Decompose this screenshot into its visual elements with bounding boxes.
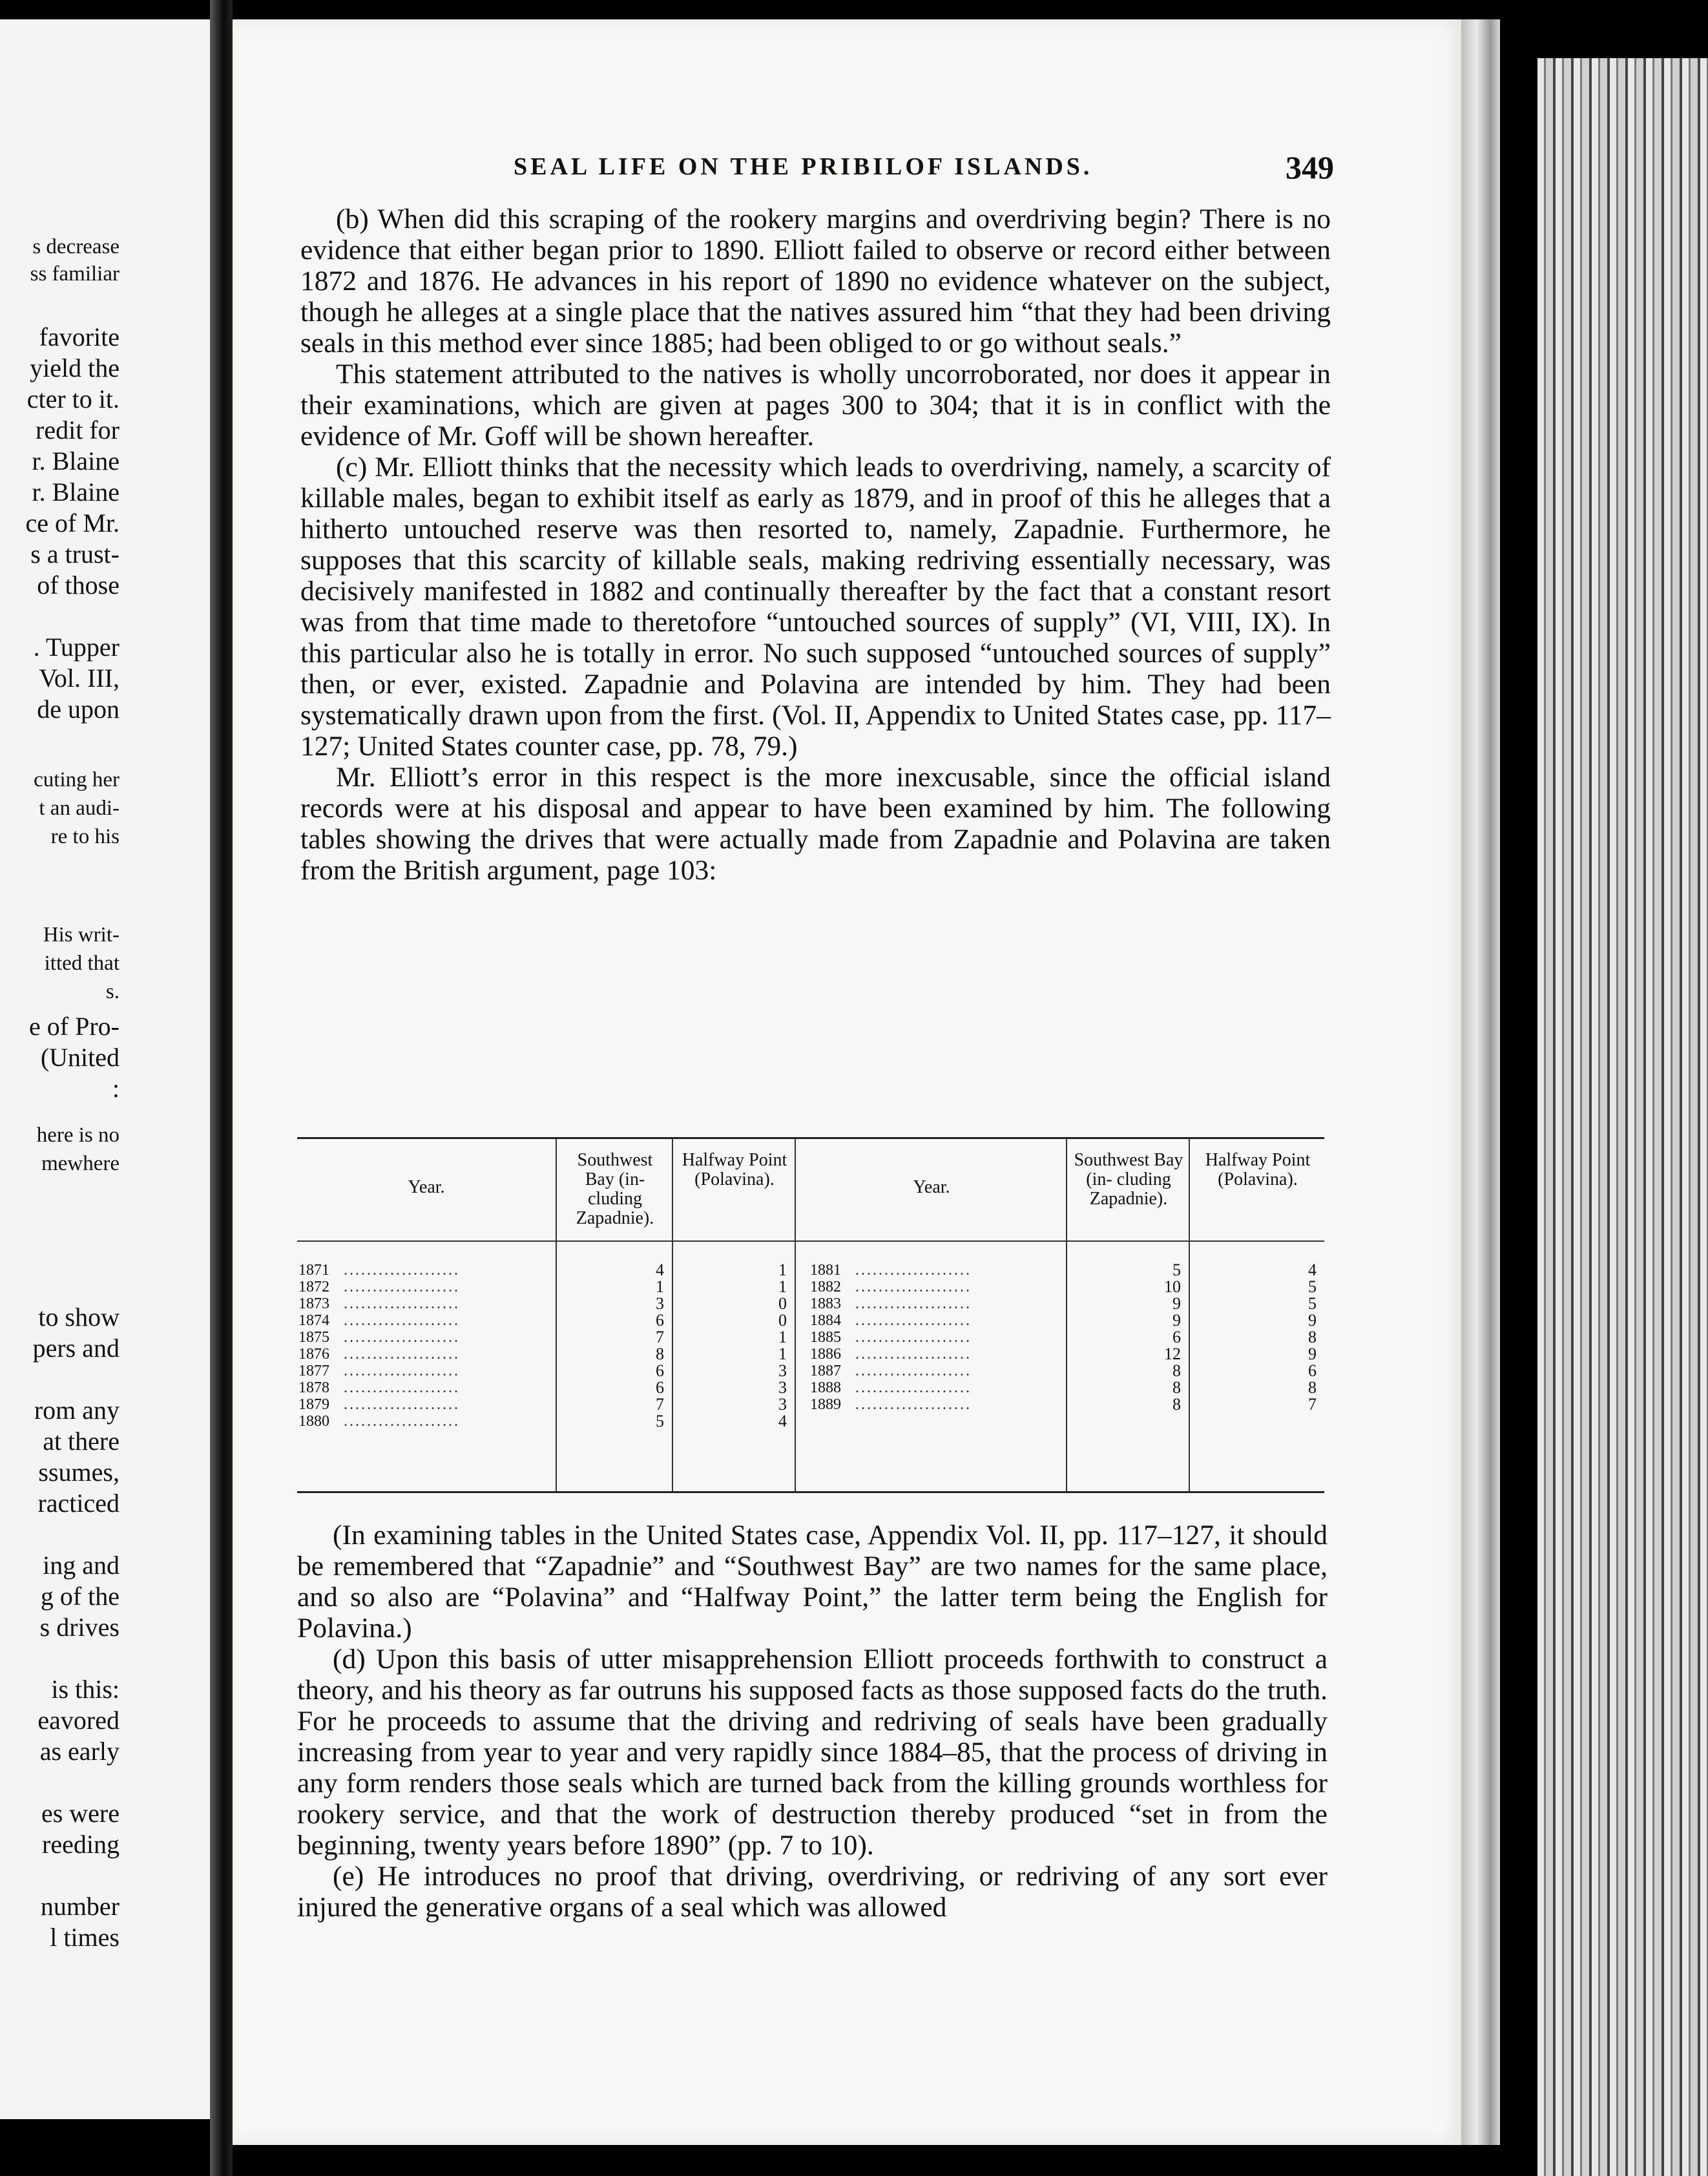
year-header: Year. [408,1177,445,1197]
paragraph-natives-statement: This statement attributed to the natives is wholly uncorroborated, nor does it appear in their examinations, which are given at pages 300 to 304; that it is in conflict with the evidence of Mr. Goff will be shown hereafter. [300,359,1331,452]
paragraph-e: (e) He introduces no proof that driving, overdriving, or redriving of any sort ever injured the generative organs of a seal which was allowed [297,1861,1328,1923]
table-row [809,1295,1067,1312]
left-page-text-fragment: e of Pro- [29,1012,120,1041]
halfway-cell: 4 [778,1412,787,1430]
southwest-rows-left [557,1262,673,1430]
year-cell: 1884 [810,1312,841,1329]
southwest-column-left [556,1139,673,1491]
left-page-text-fragment: redit for [36,415,120,445]
halfway-cell: 9 [1308,1344,1317,1363]
leader-dots: .................... [344,1346,460,1363]
leader-dots: .................... [855,1396,972,1413]
leader-dots: .................... [344,1295,460,1312]
table-header-rule [297,1240,1324,1242]
left-page-text-fragment: . Tupper [33,633,120,662]
year-column-left [297,1139,556,1491]
leader-dots: .................... [855,1379,972,1396]
leader-dots: .................... [855,1312,972,1329]
left-page-text-fragment: pers and [32,1334,120,1363]
leader-dots: .................... [855,1279,972,1295]
year-cell: 1878 [298,1379,329,1396]
table-row [809,1379,1067,1396]
leader-dots: .................... [344,1379,460,1396]
left-page-text-fragment: s. [105,980,120,1003]
leader-dots: .................... [344,1329,460,1346]
halfway-cell: 1 [778,1261,787,1279]
left-page-text-fragment: (United [40,1043,120,1072]
left-page-text-fragment: r. Blaine [32,446,120,476]
halfway-header: Halfway Point (Polavina). [682,1150,787,1189]
year-cell: 1888 [810,1379,841,1396]
southwest-column-right [1066,1139,1190,1491]
left-page-text-fragment: ssumes, [38,1458,120,1487]
year-cell: 1883 [810,1295,841,1312]
left-page-text-fragment: eavored [37,1706,120,1735]
left-page-text-fragment: cuting her [34,768,120,791]
year-cell: 1880 [298,1413,329,1430]
leader-dots: .................... [855,1329,972,1346]
table-row [809,1279,1067,1295]
halfway-cell: 1 [778,1277,787,1296]
halfway-cell: 1 [778,1344,787,1363]
running-title: SEAL LIFE ON THE PRIBILOF ISLANDS. [514,153,1093,180]
table-row [297,1346,556,1363]
southwest-cell: 4 [656,1261,664,1279]
left-page-text-fragment: g of the [40,1582,120,1611]
table-row [809,1396,1067,1413]
southwest-cell: 12 [1164,1344,1181,1363]
table-row [297,1329,556,1346]
year-cell: 1887 [810,1363,841,1379]
southwest-cell: 9 [1172,1294,1181,1313]
left-page-text-fragment: reeding [42,1830,120,1859]
left-page-text-fragment: s drives [39,1613,120,1642]
year-cell: 1872 [298,1279,329,1295]
leader-dots: .................... [855,1346,972,1363]
left-page-text-fragment: at there [43,1427,120,1456]
halfway-cell: 0 [778,1294,787,1313]
left-page-text-fragment: cter to it. [26,384,120,413]
southwest-cell: 6 [656,1361,664,1380]
book-gutter [210,0,233,2176]
left-page-text-fragment: ss familiar [30,262,120,286]
year-cell: 1881 [810,1262,841,1279]
year-column-right [795,1139,1067,1491]
left-page-text-fragment: rom any [34,1396,120,1425]
year-cell: 1875 [298,1329,329,1346]
left-page-text-fragment: de upon [37,695,120,724]
left-page-text-fragment: here is no [36,1124,120,1147]
southwest-header: Southwest Bay (in- cluding Zapadnie). [576,1150,654,1228]
left-page-text-fragment: as early [39,1737,120,1766]
southwest-cell: 8 [1172,1361,1181,1380]
year-cell: 1873 [298,1295,329,1312]
body-text-bottom [297,1520,1328,1923]
left-page-text-fragment: racticed [37,1489,120,1518]
southwest-cell: 8 [656,1344,664,1363]
halfway-cell: 3 [778,1378,787,1397]
year-cell: 1879 [298,1396,329,1413]
left-page-text-fragment: yield the [30,353,120,382]
table-row [297,1279,556,1295]
halfway-cell: 8 [1308,1328,1317,1346]
left-page-text-fragment: favorite [39,322,120,351]
left-page-text-fragment: re to his [50,825,120,848]
table-row [809,1363,1067,1379]
table-row [297,1295,556,1312]
page-header [514,149,1334,191]
southwest-cell: 8 [1172,1395,1181,1414]
left-page-text-fragment: ce of Mr. [25,508,120,538]
halfway-header: Halfway Point (Polavina). [1205,1150,1311,1189]
halfway-cell: 6 [1308,1361,1317,1380]
year-header: Year. [913,1177,950,1197]
halfway-column-left [672,1139,796,1491]
table-row [809,1312,1067,1329]
page-edge-shadow [1461,19,1500,2145]
halfway-cell: 9 [1308,1311,1317,1330]
left-page-text-fragment: s decrease [32,235,120,258]
table-row [297,1363,556,1379]
paragraph-examining-note: (In examining tables in the United States case, Appendix Vol. II, pp. 117–127, it should be remembered that “Zapadnie” and “Southwest Bay” are two names for the same place, and so also are “Polavina” and “Halfway Point,” the latter term being the English for Polavina.) [297,1520,1328,1644]
year-cell: 1882 [810,1279,841,1295]
table-row [297,1413,556,1430]
halfway-column-right [1189,1139,1326,1491]
southwest-rows-right [1067,1262,1190,1413]
table-row [297,1262,556,1279]
year-cell: 1886 [810,1346,841,1363]
leader-dots: .................... [855,1363,972,1379]
drives-table [297,1137,1324,1493]
southwest-cell: 7 [656,1328,664,1346]
table-row [297,1312,556,1329]
leader-dots: .................... [344,1413,460,1430]
halfway-cell: 4 [1308,1261,1317,1279]
left-page-text-fragment: mewhere [41,1152,120,1175]
southwest-cell: 7 [656,1395,664,1414]
left-page-text-fragment: Vol. III, [39,664,120,693]
table-row [809,1346,1067,1363]
left-page-text-fragment: l times [50,1923,120,1952]
halfway-cell: 5 [1308,1294,1317,1313]
year-cell: 1877 [298,1363,329,1379]
leader-dots: .................... [344,1363,460,1379]
leader-dots: .................... [855,1295,972,1312]
halfway-cell: 8 [1308,1378,1317,1397]
halfway-rows-right [1190,1262,1326,1413]
halfway-cell: 3 [778,1395,787,1414]
table-row [297,1379,556,1396]
left-facing-page [0,19,210,2119]
left-page-text-fragment: His writ- [43,923,120,947]
halfway-rows-left [673,1262,796,1430]
halfway-cell: 0 [778,1311,787,1330]
southwest-cell: 9 [1172,1311,1181,1330]
paragraph-elliott-error: Mr. Elliott’s error in this respect is the more inexcusable, since the official island records were at his disposal and appear to have been examined by him. The following tables showing the drives that were actually made from Zapadnie and Polavina are taken from the British argument, page 103: [300,762,1331,886]
paragraph-c: (c) Mr. Elliott thinks that the necessity which leads to overdriving, namely, a scarcity of killable males, began to exhibit itself as early as 1879, and in proof of this he alleges that a hitherto untouched reserve was then resorted to, namely, Zapadnie. Furthermore, he supposes that this scarcity of killable seals, making redriving essentially necessary, was decisively manifested in 1882 and continually thereafter by the fact that a constant resort was from that time made to theretofore “untouched sources of supply” (VI, VIII, IX). In this particular also he is totally in error. No such supposed “untouched sources of supply” then, or ever, existed. Zapadnie and Polavina are intended by him. They had been systematically drawn upon from the first. (Vol. II, Appendix to United States case, pp. 117–127; United States counter case, pp. 78, 79.) [300,452,1331,762]
left-page-text-fragment: of those [37,570,120,600]
southwest-cell: 3 [656,1294,664,1313]
southwest-cell: 5 [1172,1261,1181,1279]
year-cell: 1889 [810,1396,841,1413]
year-rows-right [796,1262,1067,1413]
halfway-cell: 1 [778,1328,787,1346]
southwest-header: Southwest Bay (in- cluding Zapadnie). [1074,1150,1183,1209]
left-page-text-fragment: is this: [51,1675,120,1704]
page-number: 349 [1286,149,1334,185]
leader-dots: .................... [344,1262,460,1279]
left-page-text-fragment: number [40,1892,120,1921]
year-rows-left [297,1262,556,1430]
southwest-cell: 6 [1172,1328,1181,1346]
southwest-cell: 1 [656,1277,664,1296]
southwest-cell: 6 [656,1378,664,1397]
southwest-cell: 10 [1164,1277,1181,1296]
left-page-text-fragment: s a trust- [30,539,120,569]
left-page-text-fragment: r. Blaine [32,477,120,507]
year-cell: 1871 [298,1262,329,1279]
southwest-cell: 6 [656,1311,664,1330]
paragraph-d: (d) Upon this basis of utter misapprehension Elliott proceeds forthwith to construct a theory, and his theory as far outruns his supposed facts as those supposed facts do the truth. For he proceeds to assume that the driving and redriving of seals have been gradually increasing from year to year and very rapidly since 1884–85, that the process of driving in any form renders those seals which are turned back from the killing grounds worthless for rookery service, and that the work of destruction thereby produced “set in from the beginning, twenty years before 1890” (pp. 7 to 10). [297,1644,1328,1861]
left-page-text-fragment: : [112,1074,120,1103]
left-page-text-fragment: itted that [44,952,120,975]
body-text-top [300,204,1331,886]
leader-dots: .................... [344,1312,460,1329]
left-page-text-fragment: es were [41,1799,120,1828]
table-row [809,1262,1067,1279]
year-cell: 1876 [298,1346,329,1363]
left-page-text-fragment: t an audi- [39,797,120,820]
year-cell: 1874 [298,1312,329,1329]
halfway-cell: 3 [778,1361,787,1380]
book-page-edges [1537,58,1708,2176]
paragraph-b: (b) When did this scraping of the rookery margins and overdriving begin? There is no evidence that either began prior to 1890. Elliott failed to observe or record either between 1872 and 1876. He advances in his report of 1890 no evidence whatever on the subject, though he alleges at a single place that the natives assured him “that they had been driving seals in this method ever since 1885; had been obliged to or go without seals.” [300,204,1331,359]
table-row [809,1329,1067,1346]
left-page-text-fragment: to show [38,1302,120,1332]
left-page-text-fragment: ing and [43,1551,120,1580]
leader-dots: .................... [855,1262,972,1279]
leader-dots: .................... [344,1396,460,1413]
halfway-cell: 5 [1308,1277,1317,1296]
leader-dots: .................... [344,1279,460,1295]
southwest-cell: 8 [1172,1378,1181,1397]
year-cell: 1885 [810,1329,841,1346]
halfway-cell: 7 [1308,1395,1317,1414]
table-row [297,1396,556,1413]
southwest-cell: 5 [656,1412,664,1430]
